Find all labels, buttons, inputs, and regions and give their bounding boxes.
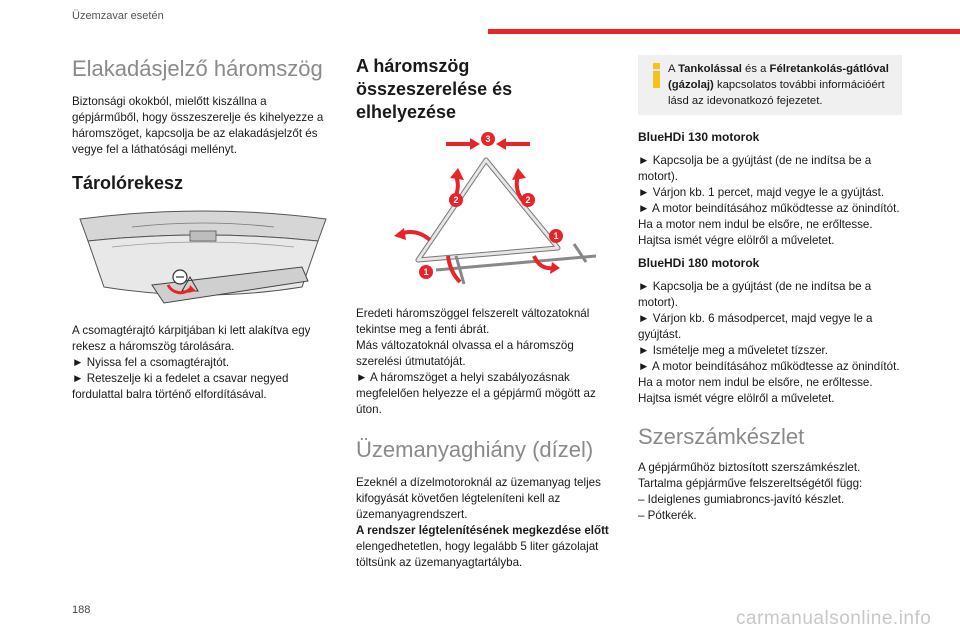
info-bold-1: Tankolással [678, 63, 742, 75]
triangle-assembly-diagram [356, 132, 612, 294]
info-post: kapcsolatos további információért lásd az idevonatkozó fejezetet. [668, 79, 885, 107]
info-bold-2: Félretankolás-gátlóval (gázolaj) [668, 63, 889, 91]
fuel-bold-text: A rendszer légtelenítésének megkezdése előtt [356, 524, 609, 537]
tools-text-2: Tartalma gépjárműve felszereltségétől függ: [638, 477, 863, 490]
fuel-title: Üzemanyaghiány (dízel) [356, 437, 594, 462]
storage-step-2: ► Reteszelje ki a fedelet a csavar negyed fordulattal balra történő elfordításával. [72, 372, 289, 401]
fuel-text-2 [356, 523, 612, 571]
storage-title: Tárolórekesz [72, 173, 184, 193]
assembly-title: A háromszög összeszerelése és elhelyezése [356, 56, 513, 122]
diagram-label-1-left: 1 [423, 267, 429, 277]
engine-130-step: ► Kapcsolja be a gyújtást (de ne indítsa be a motort). [638, 154, 872, 183]
column-2 [356, 55, 612, 571]
assembly-step-1: ► A háromszöget a helyi szabályozásnak megfelelően helyezze el a gépjármű mögött az úton. [356, 371, 596, 416]
info-icon [652, 63, 661, 87]
tools-item-2: – Pótkerék. [638, 509, 697, 522]
engine-130-title: BlueHDi 130 motorok [638, 130, 760, 144]
fuel-text-1: Ezeknél a dízelmotoroknál az üzemanyag teljes kifogyását követően légteleníteni kell az üzemanyagrendszert. [356, 476, 601, 521]
engine-180-step: Ha a motor nem indul be elsőre, ne erőltesse. [638, 376, 873, 389]
tools-title: Szerszámkészlet [638, 424, 805, 449]
engine-130-step: ► A motor beindításához működtesse az önindítót. [638, 202, 900, 215]
warning-triangle-title: Elakadásjelző háromszög [72, 56, 323, 81]
engine-180-step: ► Várjon kb. 6 másodpercet, majd vegye le a gyújtást. [638, 312, 873, 341]
watermark: carmanualsonline.info [736, 608, 932, 629]
diagram-label-2-right: 2 [525, 195, 531, 205]
assembly-text-1: Eredeti háromszöggel felszerelt változatoknál tekintse meg a fenti ábrát. [356, 307, 590, 336]
diagram-label-3: 3 [485, 134, 491, 144]
info-pre: A [668, 63, 679, 75]
engine-180-step: ► A motor beindításához működtesse az önindítót. [638, 360, 900, 373]
fuel-text-2-rest: elengedhetetlen, hogy legalább 5 liter gázolajat töltsünk az üzemanyagtartályba. [356, 540, 599, 569]
engine-130-step: Hajtsa ismét végre elölről a műveletet. [638, 234, 835, 247]
diagram-label-1-right: 1 [553, 231, 559, 241]
engine-180-step: ► Ismételje meg a műveletet tízszer. [638, 344, 828, 357]
section-header: Üzemzavar esetén [72, 10, 164, 22]
engine-180-title: BlueHDi 180 motorok [638, 256, 760, 270]
storage-text: A csomagtérajtó kárpitjában ki lett alakítva egy rekesz a háromszög tárolására. [72, 324, 311, 353]
column-3 [638, 55, 902, 524]
storage-step-1: ► Nyissa fel a csomagtérajtót. [72, 356, 230, 369]
page-number: 188 [72, 604, 91, 616]
header-accent-bar [488, 29, 960, 34]
diagram-label-2-left: 2 [453, 195, 459, 205]
engine-180-step: ► Kapcsolja be a gyújtást (de ne indítsa be a motort). [638, 280, 872, 309]
engine-130-step: Ha a motor nem indul be elsőre, ne erőltesse. [638, 218, 873, 231]
warning-triangle-intro: Biztonsági okokból, mielőtt kiszállna a gépjárműből, hogy összeszerelje és kihelyezze a háromszöget, kapcsolja be az elakadásjelzőt és vegye fel a láthatósági mellényt. [72, 95, 324, 156]
assembly-text-2: Más változatoknál olvassa el a háromszög szerelési útmutatóját. [356, 339, 574, 368]
info-line-1 [646, 61, 894, 109]
tools-item-1: – Ideiglenes gumiabroncs-javító készlet. [638, 493, 845, 506]
tools-text-1: A gépjárműhöz biztosított szerszámkészlet. [638, 461, 861, 474]
column-1 [72, 55, 334, 403]
info-mid: és a [741, 63, 770, 75]
info-box [638, 55, 902, 115]
engine-180-step: Hajtsa ismét végre elölről a műveletet. [638, 392, 835, 405]
engine-130-step: ► Várjon kb. 1 percet, majd vegye le a gyújtást. [638, 186, 885, 199]
boot-storage-illustration [72, 207, 334, 311]
